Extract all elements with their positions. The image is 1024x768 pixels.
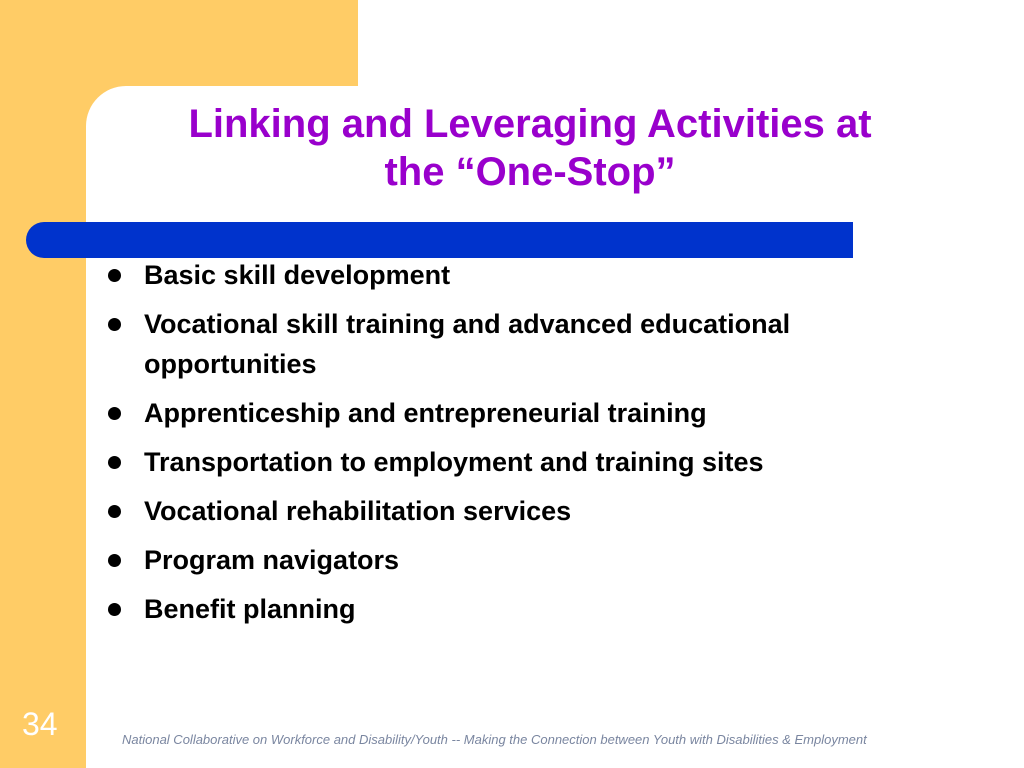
bullet-text: Vocational rehabilitation services	[144, 496, 572, 526]
bullet-dot-icon	[108, 407, 121, 420]
bullet-text: Program navigators	[144, 545, 400, 575]
bullet-item	[104, 540, 964, 580]
bullet-text: Apprenticeship and entrepreneurial training	[144, 398, 707, 428]
bullet-text: Benefit planning	[144, 594, 356, 624]
title-divider-bar	[26, 222, 853, 258]
left-accent-band	[0, 0, 86, 768]
bullet-text: Vocational skill training and advanced educational opportunities	[144, 309, 791, 379]
bullet-item	[104, 393, 964, 433]
bullet-item	[104, 491, 964, 531]
bullet-text: Transportation to employment and training sites	[144, 447, 764, 477]
bullet-dot-icon	[108, 554, 121, 567]
bullet-item	[104, 589, 964, 629]
slide-title-line-2: the “One-Stop”	[384, 150, 676, 194]
bullet-dot-icon	[108, 603, 121, 616]
bullet-text: Basic skill development	[144, 260, 451, 290]
slide-title	[110, 100, 950, 196]
bullet-item	[104, 304, 804, 384]
bullet-dot-icon	[108, 456, 121, 469]
bullet-dot-icon	[108, 318, 121, 331]
bullet-item	[104, 255, 964, 295]
bullet-dot-icon	[108, 269, 121, 282]
slide-footer: National Collaborative on Workforce and Disability/Youth -- Making the Connection between Youth with Disabilities & Employment	[122, 732, 867, 747]
slide-title-line-1: Linking and Leveraging Activities at	[188, 102, 872, 146]
page-number: 34	[22, 706, 58, 742]
bullet-dot-icon	[108, 505, 121, 518]
top-accent-band	[0, 0, 358, 86]
bullet-list	[104, 255, 964, 638]
bullet-item	[104, 442, 964, 482]
